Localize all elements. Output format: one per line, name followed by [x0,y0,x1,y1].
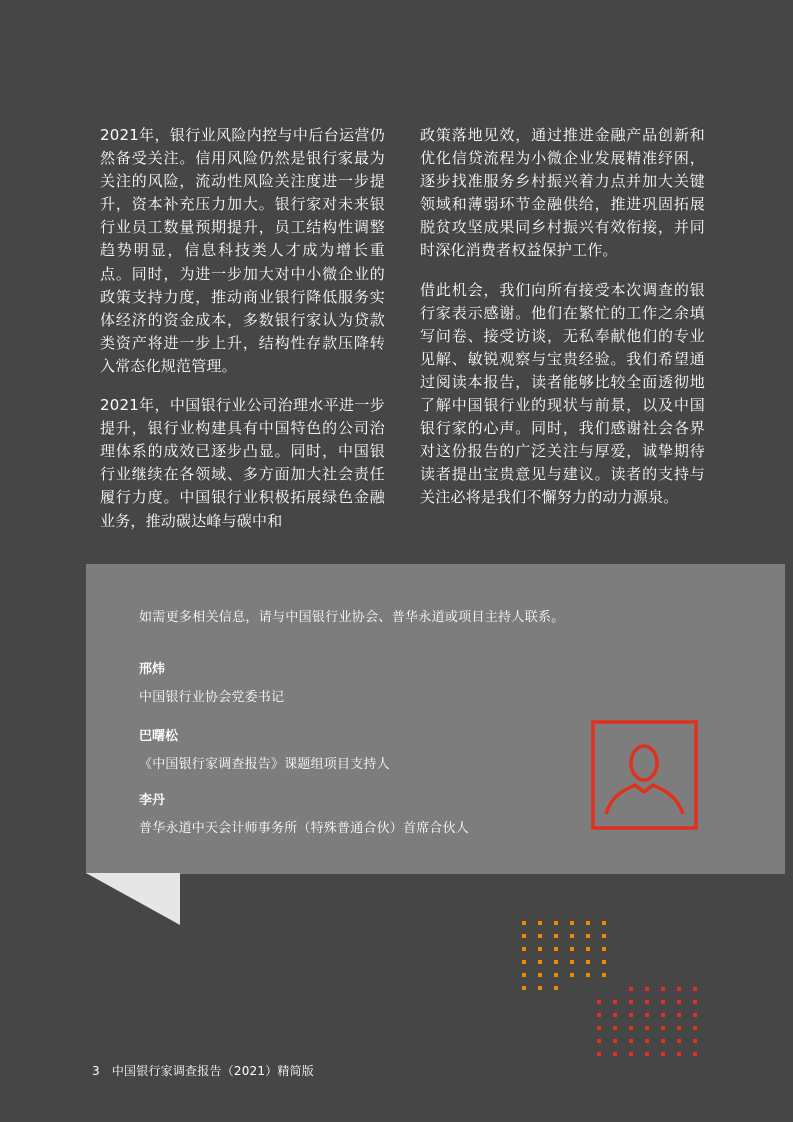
decor-dot [661,1013,665,1017]
body-paragraph: 借此机会，我们向所有接受本次调查的银行家表示感谢。他们在繁忙的工作之余填写问卷、接受访谈，无私奉献他们的专业见解、敏锐观察与宝贵经验。我们希望通过阅读本报告，读者能够比较全面透彻地了解中国银行业的现状与前景，以及中国银行家的心声。同时，我们感谢社会各界对这份报告的广泛关注与厚爱，诚挚期待读者提出宝贵意见与建议。读者的支持与关注必将是我们不懈努力的动力源泉。 [420,280,705,507]
decor-dot [602,947,606,951]
decor-dot [554,921,558,925]
decor-dot [597,1000,601,1004]
contact-person [139,658,284,705]
decor-dot [613,1052,617,1056]
contact-role: 普华永道中天会计师事务所（特殊普通合伙）首席合伙人 [139,821,470,836]
contact-name: 李丹 [139,793,166,808]
decor-dot [613,1000,617,1004]
decor-dot [522,986,526,990]
contact-role: 《中国银行家调查报告》课题组项目支持人 [139,757,390,772]
decor-dot [693,1013,697,1017]
decor-dot [522,934,526,938]
decor-dot [586,973,590,977]
decor-dot [538,947,542,951]
contact-name: 邢炜 [139,662,166,677]
decor-dot [570,973,574,977]
decorative-dot-pattern [515,915,705,1060]
decor-dot [645,1039,649,1043]
decor-dot [538,973,542,977]
decor-dot [597,1026,601,1030]
decor-dot [629,987,633,991]
decor-dot [645,987,649,991]
decor-dot [645,1000,649,1004]
right-text-column [420,124,705,526]
contact-person [139,789,469,836]
body-paragraph: 政策落地见效，通过推进金融产品创新和优化信贷流程为小微企业发展精准纾困，逐步找准服务乡村振兴着力点并加大关键领域和薄弱环节金融供给，推进巩固拓展脱贫攻坚成果同乡村振兴有效衔接，并同时深化消费者权益保护工作。 [420,126,705,260]
body-paragraph: 2021年，银行业风险内控与中后台运营仍然备受关注。信用风险仍然是银行家最为关注的风险，流动性风险关注度进一步提升，资本补充压力加大。银行家对未来银行业员工数量预期提升，员工结构性调整趋势明显，信息科技类人才成为增长重点。同时，为进一步加大对中小微企业的政策支持力度，推动商业银行降低服务实体经济的资金成本，多数银行家认为贷款类资产将进一步上升，结构性存款压降转入常态化规范管理。 [100,126,385,375]
decor-dot [597,1052,601,1056]
decor-dot [522,947,526,951]
decor-dot [629,1039,633,1043]
page-number: 3 [92,1064,100,1078]
left-text-column [100,124,385,549]
decor-dot [645,1013,649,1017]
decor-dot [693,1052,697,1056]
body-paragraph: 2021年，中国银行业公司治理水平进一步提升，银行业构建具有中国特色的公司治理体系的成效已逐步凸显。同时，中国银行业继续在各领域、多方面加大社会责任履行力度。中国银行业积极拓展绿色金融业务，推动碳达峰与碳中和 [100,396,385,530]
decor-dot [645,1052,649,1056]
decor-dot [570,947,574,951]
decor-dot [693,1000,697,1004]
contact-intro: 如需更多相关信息，请与中国银行业协会、普华永道或项目主持人联系。 [139,610,565,625]
decor-dot [661,987,665,991]
decor-dot [554,973,558,977]
decor-dot [693,987,697,991]
decor-dot [538,934,542,938]
decor-dot [538,960,542,964]
decor-dot [629,1013,633,1017]
decor-dot [677,1000,681,1004]
decor-dot [629,1026,633,1030]
decor-dot [602,921,606,925]
decor-dot [554,947,558,951]
decor-dot [570,960,574,964]
contact-role: 中国银行业协会党委书记 [139,690,285,705]
decor-dot [602,973,606,977]
decor-dot [645,1026,649,1030]
decor-dot [602,960,606,964]
decor-dot [661,1000,665,1004]
decor-dot [522,960,526,964]
decor-dot [677,1052,681,1056]
decor-dot [629,1052,633,1056]
decor-dot [661,1039,665,1043]
decor-dot [586,960,590,964]
decor-dot [586,921,590,925]
decor-dot [629,1000,633,1004]
decor-dot [677,1039,681,1043]
decor-dot [554,986,558,990]
decor-dot [602,934,606,938]
decor-dot [597,1013,601,1017]
contact-name: 巴曙松 [139,729,179,744]
decor-dot [677,1013,681,1017]
contact-info-box [86,564,785,874]
decor-dot [613,1013,617,1017]
decor-dot [538,921,542,925]
footer-title: 中国银行家调查报告（2021）精简版 [111,1064,314,1078]
callout-tail [86,873,180,925]
decor-dot [613,1039,617,1043]
decor-dot [554,960,558,964]
decor-dot [554,934,558,938]
decor-dot [522,973,526,977]
decor-dot [538,986,542,990]
decor-dot [661,1026,665,1030]
decor-dot [570,934,574,938]
decor-dot [661,1052,665,1056]
contact-person [139,725,390,772]
decor-dot [677,987,681,991]
decor-dot [586,947,590,951]
decor-dot [693,1026,697,1030]
decor-dot [586,934,590,938]
person-avatar-icon [590,719,699,831]
page-footer [92,1062,314,1079]
decor-dot [570,921,574,925]
decor-dot [597,1039,601,1043]
decor-dot [613,1026,617,1030]
decor-dot [677,1026,681,1030]
decor-dot [693,1039,697,1043]
decor-dot [522,921,526,925]
